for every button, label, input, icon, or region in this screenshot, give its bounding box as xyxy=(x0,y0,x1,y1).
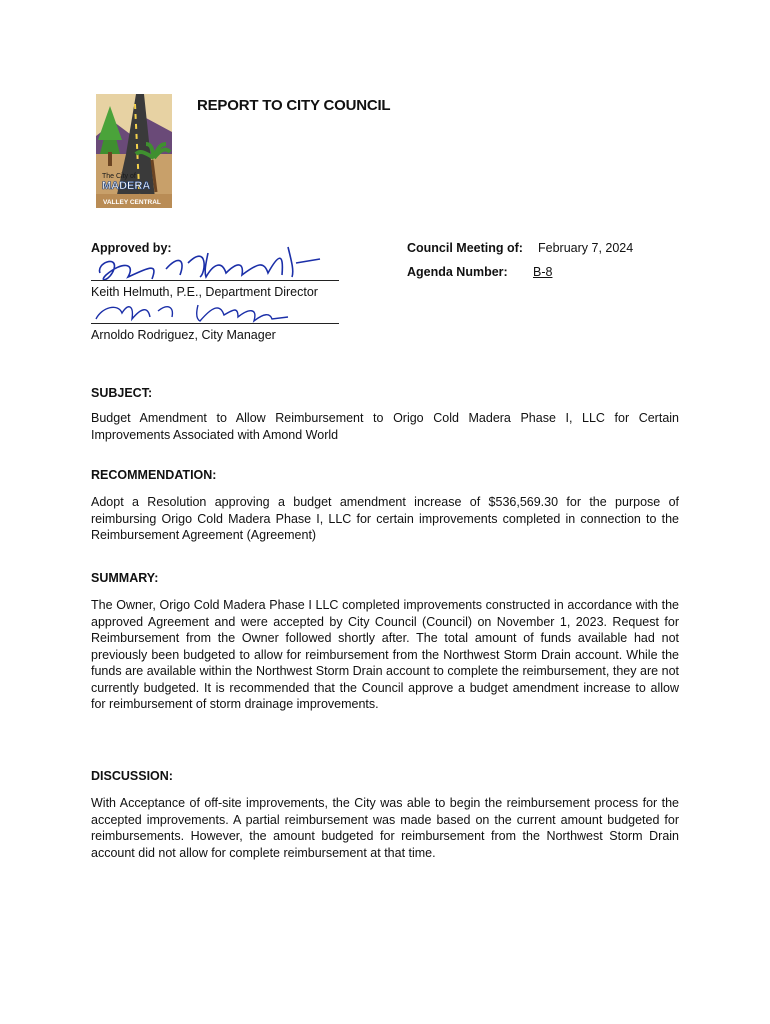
signature-line-2 xyxy=(91,323,339,324)
signer-department-director: Keith Helmuth, P.E., Department Director xyxy=(91,285,318,299)
summary-body: The Owner, Origo Cold Madera Phase I LLC completed improvements constructed in accordance with the approved Agreement and were accepted by City Council (Council) on November 1, 2023. Request for Reimbursement from the Owner followed shortly after. The total amount of funds available had not previously been budgeted to allow for reimbursement from the Northwest Storm Drain account. While the funds are available within the Northwest Storm Drain account to complete the reimbursement, they are not currently budgeted. It is recommended that the Council approve a budget amendment increase to allow for reimbursement of storm drainage improvements. xyxy=(91,598,679,711)
signatures-image xyxy=(88,233,348,333)
subject-body: Budget Amendment to Allow Reimbursement to Origo Cold Madera Phase I, LLC for Certain Improvements Associated with Amond World xyxy=(91,411,679,442)
council-meeting-label: Council Meeting of: xyxy=(407,241,523,255)
signature-line-1 xyxy=(91,280,339,281)
recommendation-body: Adopt a Resolution approving a budget amendment increase of $536,569.30 for the purpose of reimbursing Origo Cold Madera Phase I, LLC for certain improvements completed in connection to the Reimbursement Agreement (Agreement) xyxy=(91,495,679,542)
page-title: REPORT TO CITY COUNCIL xyxy=(197,97,391,114)
city-of-madera-logo xyxy=(96,94,172,208)
council-meeting-date: February 7, 2024 xyxy=(538,241,634,255)
subject-heading: SUBJECT: xyxy=(91,386,153,400)
discussion-body: With Acceptance of off-site improvements, the City was able to begin the reimbursement process for the accepted improvements. A partial reimbursement was made based on the current amount budgeted for reimbursements. However, the amount budgeted for reimbursement from the Northwest Storm Drain account did not allow for complete reimbursement at that time. xyxy=(91,796,679,860)
logo-line3: VALLEY CENTRAL xyxy=(103,199,161,206)
logo-line1: The City of xyxy=(102,173,136,180)
agenda-number-label: Agenda Number: xyxy=(407,265,508,279)
approved-by-label: Approved by: xyxy=(91,241,172,255)
logo-line2: MADERA xyxy=(102,180,151,192)
signer-city-manager: Arnoldo Rodriguez, City Manager xyxy=(91,328,276,342)
recommendation-heading: RECOMMENDATION: xyxy=(91,468,217,482)
discussion-heading: DISCUSSION: xyxy=(91,769,173,783)
agenda-number-value: B-8 xyxy=(533,265,553,279)
summary-heading: SUMMARY: xyxy=(91,571,159,585)
